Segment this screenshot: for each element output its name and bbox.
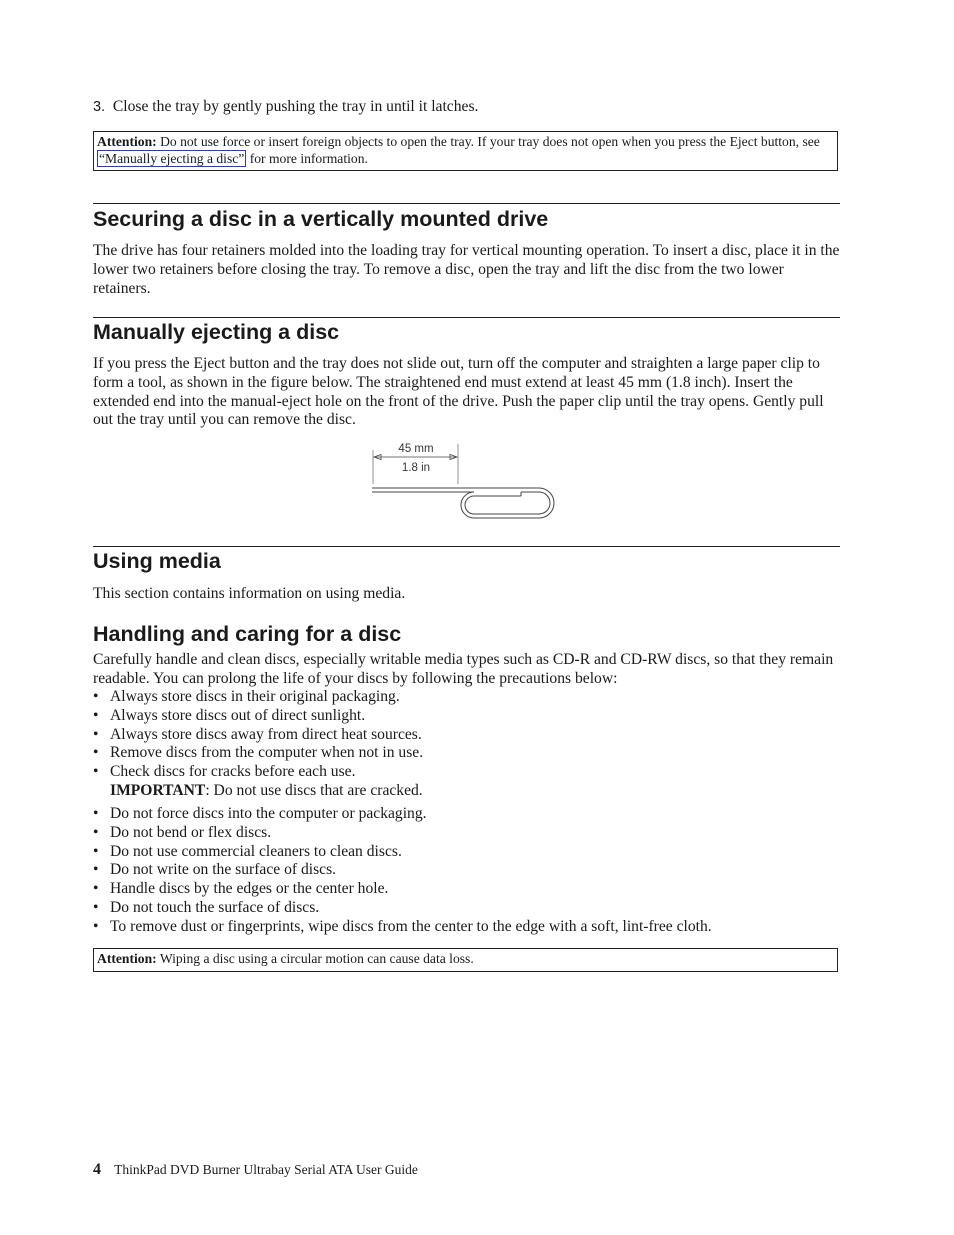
page-number: 4	[93, 1161, 101, 1178]
dimension-label-in: 1.8 in	[401, 462, 431, 474]
list-item: • Handle discs by the edges or the center hole.	[93, 880, 840, 899]
securing-body: The drive has four retainers molded into the loading tray for vertical mounting operation. To insert a disc, place it in the lower two retainers before closing the tray. To remove a disc, open the tray and lift the disc from the two lower retainers.	[93, 242, 840, 297]
list-item: • To remove dust or fingerprints, wipe discs from the center to the edge with a soft, lint-free cloth.	[93, 918, 840, 937]
important-note	[93, 782, 857, 801]
section-rule	[93, 203, 840, 204]
attention-box-wiping	[93, 948, 838, 972]
heading-using-media: Using media	[93, 549, 221, 573]
handling-body: Carefully handle and clean discs, especially writable media types such as CD-R and CD-RW discs, so that they remain readable. You can prolong the life of your discs by following the precautions below:	[93, 651, 834, 687]
precautions-list-b	[93, 805, 840, 937]
using-media-body: This section contains information on using media.	[93, 585, 406, 602]
step-text: Close the tray by gently pushing the tray in until it latches.	[112, 98, 479, 115]
attention-text-after: for more information.	[249, 151, 368, 166]
ejecting-body: If you press the Eject button and the tray does not slide out, turn off the computer and straighten a large paper clip to form a tool, as shown in the figure below. The straightened end must extend at least 45 mm (1.8 inch). Insert the extended end into the manual-eject hole on the front of the drive. Push the paper clip until the tray opens. Gently pull out the tray until you can remove the disc.	[93, 355, 824, 429]
section-rule	[93, 317, 840, 318]
important-text: : Do not use discs that are cracked.	[205, 782, 423, 799]
important-label: IMPORTANT	[110, 782, 206, 799]
attention-text: Do not use force or insert foreign objects to open the tray. If your tray does not open when you press the Eject button, see	[160, 134, 820, 149]
step-number: 3.	[93, 99, 106, 115]
attention-label: Attention:	[97, 134, 157, 149]
list-item: • Do not use commercial cleaners to clean discs.	[93, 843, 840, 862]
attention-label: Attention:	[97, 951, 157, 966]
paper-clip-diagram	[371, 438, 563, 520]
list-item: • Remove discs from the computer when not in use.	[93, 744, 840, 763]
section-rule	[93, 546, 840, 547]
list-item: • Check discs for cracks before each use.	[93, 763, 840, 782]
attention-box-tray	[93, 131, 838, 171]
list-item: • Do not force discs into the computer or packaging.	[93, 805, 840, 824]
precautions-list-a	[93, 688, 840, 782]
list-item: • Do not bend or flex discs.	[93, 824, 840, 843]
heading-ejecting: Manually ejecting a disc	[93, 320, 340, 344]
dimension-label-mm: 45 mm	[398, 443, 434, 455]
list-item: • Always store discs away from direct heat sources.	[93, 726, 840, 745]
heading-handling: Handling and caring for a disc	[93, 622, 402, 646]
list-item: • Do not touch the surface of discs.	[93, 899, 840, 918]
list-item: • Always store discs in their original packaging.	[93, 688, 840, 707]
list-item: • Always store discs out of direct sunlight.	[93, 707, 840, 726]
step-3	[93, 98, 478, 117]
heading-securing: Securing a disc in a vertically mounted drive	[93, 207, 549, 231]
page-footer	[93, 1161, 418, 1180]
list-item: • Do not write on the surface of discs.	[93, 861, 840, 880]
manually-ejecting-link[interactable]: “Manually ejecting a disc”	[99, 151, 245, 166]
paper-clip-figure	[371, 438, 563, 520]
document-title: ThinkPad DVD Burner Ultrabay Serial ATA User Guide	[114, 1162, 418, 1177]
attention-text: Wiping a disc using a circular motion can cause data loss.	[159, 951, 474, 966]
